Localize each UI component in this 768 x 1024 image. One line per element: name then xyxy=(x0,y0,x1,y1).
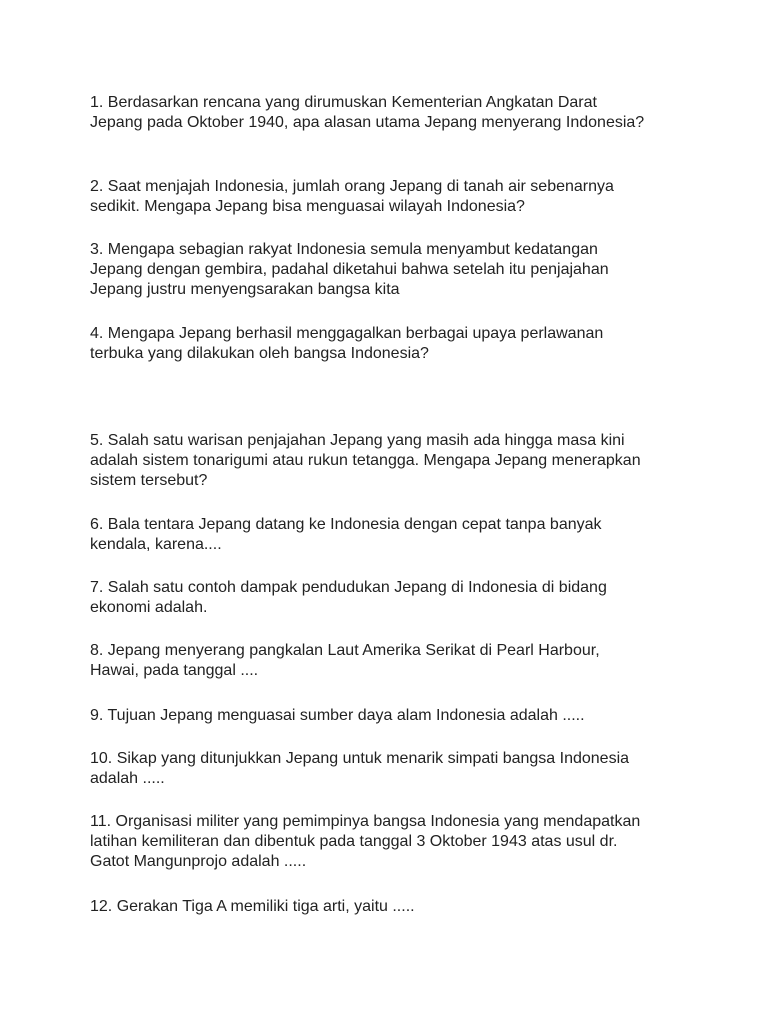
question-10 xyxy=(90,749,690,789)
question-line: adalah sistem tonarigumi atau rukun tetangga. Mengapa Jepang menerapkan xyxy=(90,452,641,469)
question-9 xyxy=(90,706,690,726)
question-line: sedikit. Mengapa Jepang bisa menguasai wilayah Indonesia? xyxy=(90,198,525,215)
question-line: Jepang pada Oktober 1940, apa alasan utama Jepang menyerang Indonesia? xyxy=(90,114,645,131)
question-line: adalah ..... xyxy=(90,770,165,787)
question-line: 8. Jepang menyerang pangkalan Laut Amerika Serikat di Pearl Harbour, xyxy=(90,642,600,659)
question-line: Jepang dengan gembira, padahal diketahui bahwa setelah itu penjajahan xyxy=(90,261,609,278)
question-line: Gatot Mangunprojo adalah ..... xyxy=(90,853,307,870)
question-line: kendala, karena.... xyxy=(90,536,222,553)
question-line: ekonomi adalah. xyxy=(90,599,208,616)
question-line: Hawai, pada tanggal .... xyxy=(90,662,259,679)
question-1 xyxy=(90,93,690,133)
question-line: 12. Gerakan Tiga A memiliki tiga arti, yaitu ..... xyxy=(90,898,415,915)
question-line: terbuka yang dilakukan oleh bangsa Indonesia? xyxy=(90,345,429,362)
question-line: 2. Saat menjajah Indonesia, jumlah orang Jepang di tanah air sebenarnya xyxy=(90,178,614,195)
question-4 xyxy=(90,324,690,364)
question-line: 9. Tujuan Jepang menguasai sumber daya alam Indonesia adalah ..... xyxy=(90,707,585,724)
question-3 xyxy=(90,240,690,300)
question-line: 4. Mengapa Jepang berhasil menggagalkan berbagai upaya perlawanan xyxy=(90,325,604,342)
question-line: latihan kemiliteran dan dibentuk pada tanggal 3 Oktober 1943 atas usul dr. xyxy=(90,833,618,850)
question-8 xyxy=(90,641,690,681)
question-6 xyxy=(90,515,690,555)
question-line: 10. Sikap yang ditunjukkan Jepang untuk menarik simpati bangsa Indonesia xyxy=(90,750,630,767)
question-5 xyxy=(90,431,690,491)
question-line: sistem tersebut? xyxy=(90,472,208,489)
question-7 xyxy=(90,578,690,618)
question-line: 5. Salah satu warisan penjajahan Jepang yang masih ada hingga masa kini xyxy=(90,432,625,449)
question-11 xyxy=(90,812,690,872)
question-line: 1. Berdasarkan rencana yang dirumuskan Kementerian Angkatan Darat xyxy=(90,94,597,111)
question-12 xyxy=(90,897,690,917)
question-line: 11. Organisasi militer yang pemimpinya bangsa Indonesia yang mendapatkan xyxy=(90,813,641,830)
question-line: 7. Salah satu contoh dampak pendudukan Jepang di Indonesia di bidang xyxy=(90,579,607,596)
question-line: 6. Bala tentara Jepang datang ke Indonesia dengan cepat tanpa banyak xyxy=(90,516,602,533)
question-line: 3. Mengapa sebagian rakyat Indonesia semula menyambut kedatangan xyxy=(90,241,598,258)
question-2 xyxy=(90,177,690,217)
question-line: Jepang justru menyengsarakan bangsa kita xyxy=(90,281,400,298)
